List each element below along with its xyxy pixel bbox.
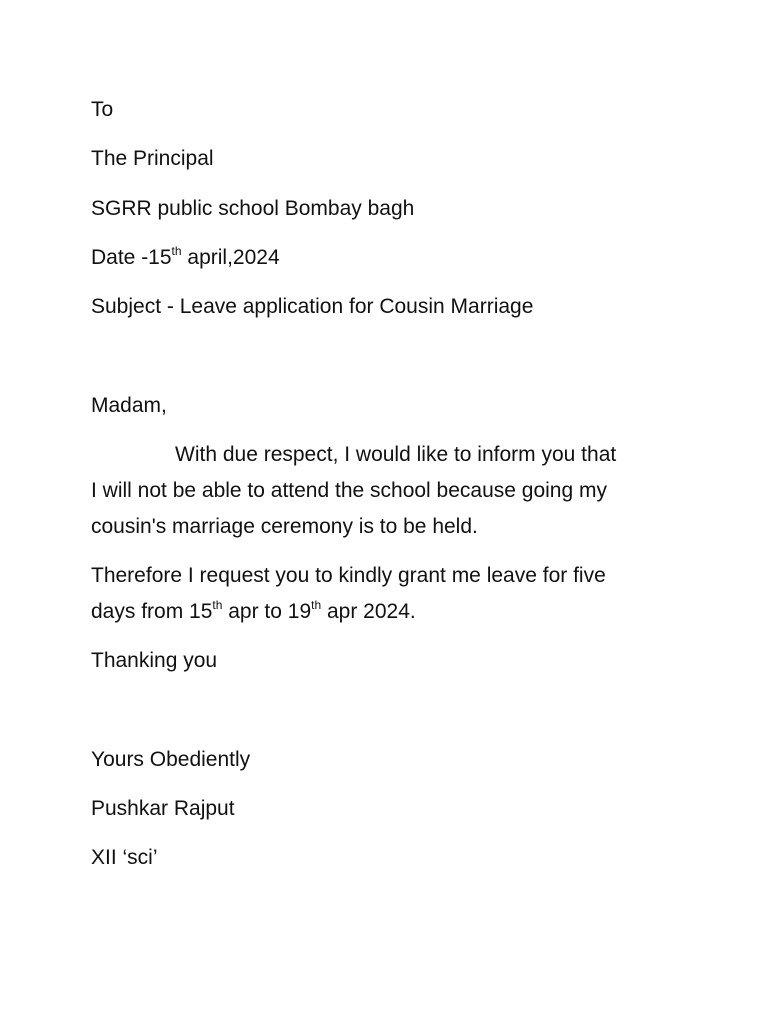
leave-year-text: apr 2024. (321, 600, 416, 623)
school-line: SGRR public school Bombay bagh (91, 197, 415, 220)
date-superscript: th (171, 244, 182, 258)
subject-line: Subject - Leave application for Cousin Marriage (91, 295, 534, 318)
closing-line: Thanking you (91, 649, 218, 672)
to-line: To (91, 98, 114, 121)
body-paragraph-2-line-2 (91, 594, 691, 630)
body-paragraph-1-line-2: I will not be able to attend the school because going my (91, 479, 607, 502)
signoff-line: Yours Obediently (91, 748, 251, 771)
body-paragraph-1-line-1: With due respect, I would like to inform you that (175, 443, 617, 466)
body-paragraph-2 (91, 558, 691, 630)
body-paragraph-2-line-1: Therefore I request you to kindly grant me leave for five (91, 564, 606, 587)
leave-to-superscript: th (311, 598, 322, 612)
recipient-line: The Principal (91, 147, 214, 170)
sender-class: XII ‘sci’ (91, 846, 158, 869)
sender-name: Pushkar Rajput (91, 797, 235, 820)
date-line (91, 246, 280, 270)
date-suffix: april,2024 (181, 246, 280, 269)
leave-from-superscript: th (212, 598, 223, 612)
body-paragraph-1-line-3: cousin's marriage ceremony is to be held. (91, 515, 478, 538)
salutation-line: Madam, (91, 394, 167, 417)
leave-from-text: days from 15 (91, 600, 213, 623)
leave-to-text: apr to 19 (222, 600, 312, 623)
body-paragraph-1 (91, 437, 691, 545)
date-prefix: Date -15 (91, 246, 172, 269)
